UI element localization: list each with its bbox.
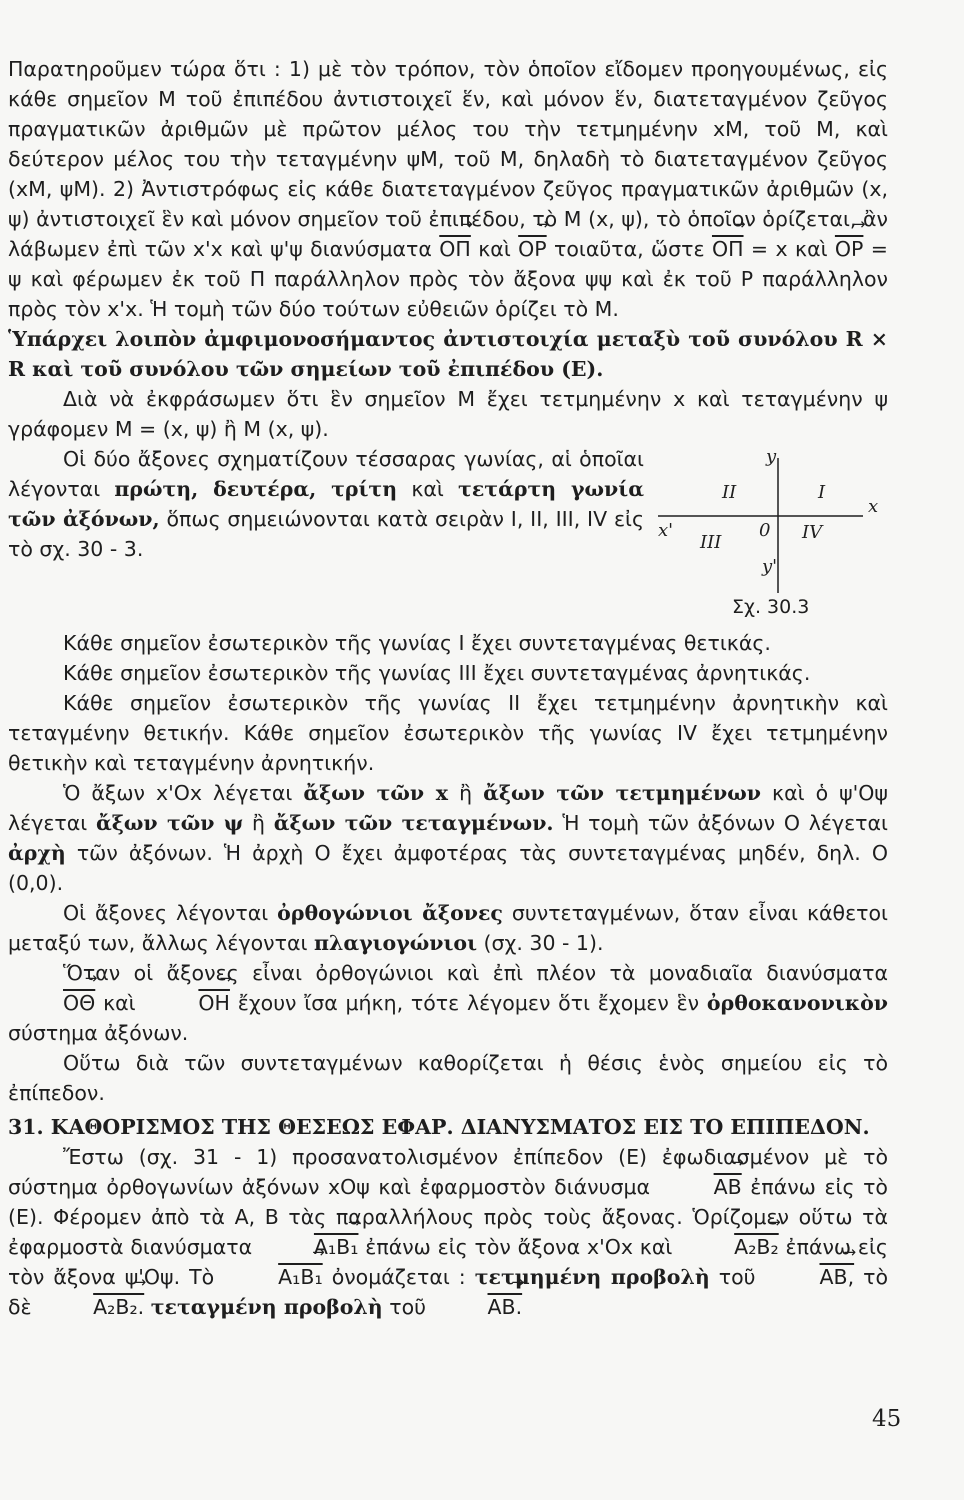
label-quadrant-1: I <box>818 482 826 503</box>
paragraph-quadrant-1: Κάθε σημεῖον ἐσωτερικὸν τῆς γωνίας Ι ἔχει συντεταγμένας θετικάς. <box>63 631 771 655</box>
vector-otheta: $\overline{O\Theta}$ → <box>8 988 95 1018</box>
paragraph-position: Οὕτω διὰ τῶν συντεταγμένων καθορίζεται ἡ θέσις ἑνὸς σημείου εἰς τὸ ἐπίπεδον. <box>8 1051 888 1105</box>
paragraph-projections: Ἔστω (σχ. 31 - 1) προσανατολισμένον ἐπίπεδον (Ε) ἐφωδιασμένον μὲ τὸ σύστημα ὀρθογωνίων ἀξόνων xOψ καὶ ἐφαρμοστὸν διάνυσμα $\overline{AB}$ → ἐπάνω εἰς τὸ (Ε). Φέρομεν ἀπὸ τὰ Α, Β τὰς παραλλήλους πρὸς τοὺς ἄξονας. Ὁρίζομεν οὕτω τὰ ἐφαρμοστὰ διανύσματα A₁B₁ → ἐπάνω εἰς τὸν ἄξονα x'Ox καὶ A₂B₂ → ἐπάνω εἰς τὸν ἄξονα ψ'Οψ. Τὸ A₁B₁ → ὀνομάζεται : τετμημένη προβολὴ τοῦ ΑΒ, → τὸ δὲ A₂B₂. → τεταγμένη προβολὴ τοῦ ΑΒ. → <box>8 1142 888 1322</box>
label-quadrant-3: III <box>700 532 722 553</box>
paragraph-quadrants: Οἱ δύο ἄξονες σχηματίζουν τέσσαρας γωνίας, αἱ ὁποῖαι λέγονται πρώτη, δευτέρα, τρίτη καὶ τετάρτη γωνία τῶν ἀξόνων, ὅπως σημειώνονται κατὰ σειρὰν Ι, ΙΙ, ΙΙΙ, ΙV εἰς τὸ σχ. 30 - 3. <box>8 447 644 561</box>
vector-a2b2: A₂B₂. → <box>38 1292 144 1322</box>
page-number: 45 <box>872 1406 902 1432</box>
vector-a1b1: A₁B₁ → <box>223 1262 323 1292</box>
paragraph-orthogonal: Οἱ ἄξονες λέγονται ὀρθογώνιοι ἄξονες συντεταγμένων, ὅταν εἶναι κάθετοι μεταξύ των, ἄλλως λέγονται πλαγιογώνιοι (σχ. 30 - 1). <box>8 901 888 955</box>
label-y: y <box>766 446 777 467</box>
vector-a1b1: A₁B₁ → <box>259 1232 359 1262</box>
label-y-prime: y' <box>762 556 778 577</box>
paragraph-bijection: Ὑπάρχει λοιπὸν ἀμφιμονοσήμαντος ἀντιστοιχία μεταξὺ τοῦ συνόλου R × R καὶ τοῦ συνόλου τῶν σημείων τοῦ ἐπιπέδου (Ε). <box>8 327 888 381</box>
page-text <box>8 54 888 1322</box>
vector-op: $\overline{O\Pi}$ → <box>439 234 471 264</box>
vector-or: $\overline{OP}$ → <box>835 234 864 264</box>
vector-ab: $\overline{AB}$ → <box>659 1172 742 1202</box>
paragraph-quadrant-2-4: Κάθε σημεῖον ἐσωτερικὸν τῆς γωνίας ΙΙ ἔχει τετμημένην ἀρνητικὴν καὶ τεταγμένην θετικήν. Κάθε σημεῖον ἐσωτερικὸν τῆς γωνίας IV ἔχει τετμημένην θετικὴν καὶ τεταγμένην ἀρνητικήν. <box>8 691 888 775</box>
paragraph-quadrant-3: Κάθε σημεῖον ἐσωτερικὸν τῆς γωνίας ΙΙΙ ἔχει συντεταγμένας ἀρνητικάς. <box>63 661 811 685</box>
vector-oh: $\overline{OH}$ → <box>143 988 230 1018</box>
paragraph-orthonormal: Ὅταν οἱ ἄξονες εἶναι ὀρθογώνιοι καὶ ἐπὶ πλέον τὰ μοναδιαῖα διανύσματα $\overline{O\Theta}$ → καὶ $\overline{OH}$ → ἔχουν ἴσα μήκη, τότε λέγομεν ὅτι ἔχομεν ἓν ὀρθοκανονικὸν σύστημα ἀξόνων. <box>8 958 888 1048</box>
vector-or: $\overline{OP}$ → <box>518 234 547 264</box>
label-x: x <box>868 496 879 517</box>
figure-caption: Σχ. 30.3 <box>732 596 810 618</box>
vector-a2b2: A₂B₂ → <box>679 1232 779 1262</box>
section-heading-31: 31. ΚΑΘΟΡΙΣΜΟΣ ΤΗΣ ΘΕΣΕΩΣ ΕΦΑΡ. ΔΙΑΝΥΣΜΑΤΟΣ ΕΙΣ ΤΟ ΕΠΙΠΕΔΟΝ. <box>8 1115 870 1139</box>
label-origin: 0 <box>759 520 771 541</box>
paragraph-axis-names: Ὁ ἄξων x'Ox λέγεται ἄξων τῶν x ἢ ἄξων τῶν τετμημένων καὶ ὁ ψ'Οψ λέγεται ἄξων τῶν ψ ἢ ἄξων τῶν τεταγμένων. Ἡ τομὴ τῶν ἀξόνων Ο λέγεται ἀρχὴ τῶν ἀξόνων. Ἡ ἀρχὴ Ο ἔχει ἀμφοτέρας τὰς συντεταγμένας μηδέν, δηλ. Ο (0,0). <box>8 781 888 895</box>
vector-ab: ΑΒ, → <box>765 1262 855 1292</box>
label-x-prime: x' <box>658 520 674 541</box>
vector-op: $\overline{O\Pi}$ → <box>712 234 744 264</box>
quadrants-section <box>8 444 888 628</box>
vector-ab: ΑΒ. → <box>433 1292 523 1322</box>
label-quadrant-2: II <box>722 482 737 503</box>
figure-30-3 <box>658 448 888 628</box>
paragraph-correspondence: Παρατηροῦμεν τώρα ὅτι : 1) μὲ τὸν τρόπον, τὸν ὁποῖον εἴδομεν προηγουμένως, εἰς κάθε σημεῖον Μ τοῦ ἐπιπέδου ἀντιστοιχεῖ ἕν, καὶ μόνον ἕν, διατεταγμένον ζεῦγος πραγματικῶν ἀριθμῶν μὲ πρῶτον μέλος του τὴν τετμημένην xM, τοῦ Μ, καὶ δεύτερον μέλος του τὴν τεταγμένην ψM, τοῦ Μ, δηλαδὴ τὸ διατεταγμένον ζεῦγος (xM, ψM). 2) Ἀντιστρόφως εἰς κάθε διατεταγμένον ζεῦγος πραγματικῶν ἀριθμῶν (x, ψ) ἀντιστοιχεῖ ἓν καὶ μόνον σημεῖον τοῦ ἐπιπέδου, τὸ Μ (x, ψ), τὸ ὁποῖον ὁρίζεται, ἂν λάβωμεν ἐπὶ τῶν x'x καὶ ψ'ψ διανύσματα $\overline{O\Pi}$ → καὶ $\overline{OP}$ → τοιαῦτα, ὥστε $\overline{O\Pi}$ → = x καὶ $\overline{OP}$ → = ψ καὶ φέρωμεν ἐκ τοῦ Π παράλληλον πρὸς τὸν ἄξονα ψψ καὶ ἐκ τοῦ Ρ παράλληλον πρὸς τὸν x'x. Ἡ τομὴ τῶν δύο τούτων εὐθειῶν ὁρίζει τὸ Μ. <box>8 54 888 324</box>
paragraph-notation: Διὰ νὰ ἐκφράσωμεν ὅτι ἓν σημεῖον Μ ἔχει τετμημένην x καὶ τεταγμένην ψ γράφομεν Μ = (x, ψ) ἢ Μ (x, ψ). <box>8 387 888 441</box>
label-quadrant-4: IV <box>802 522 823 543</box>
